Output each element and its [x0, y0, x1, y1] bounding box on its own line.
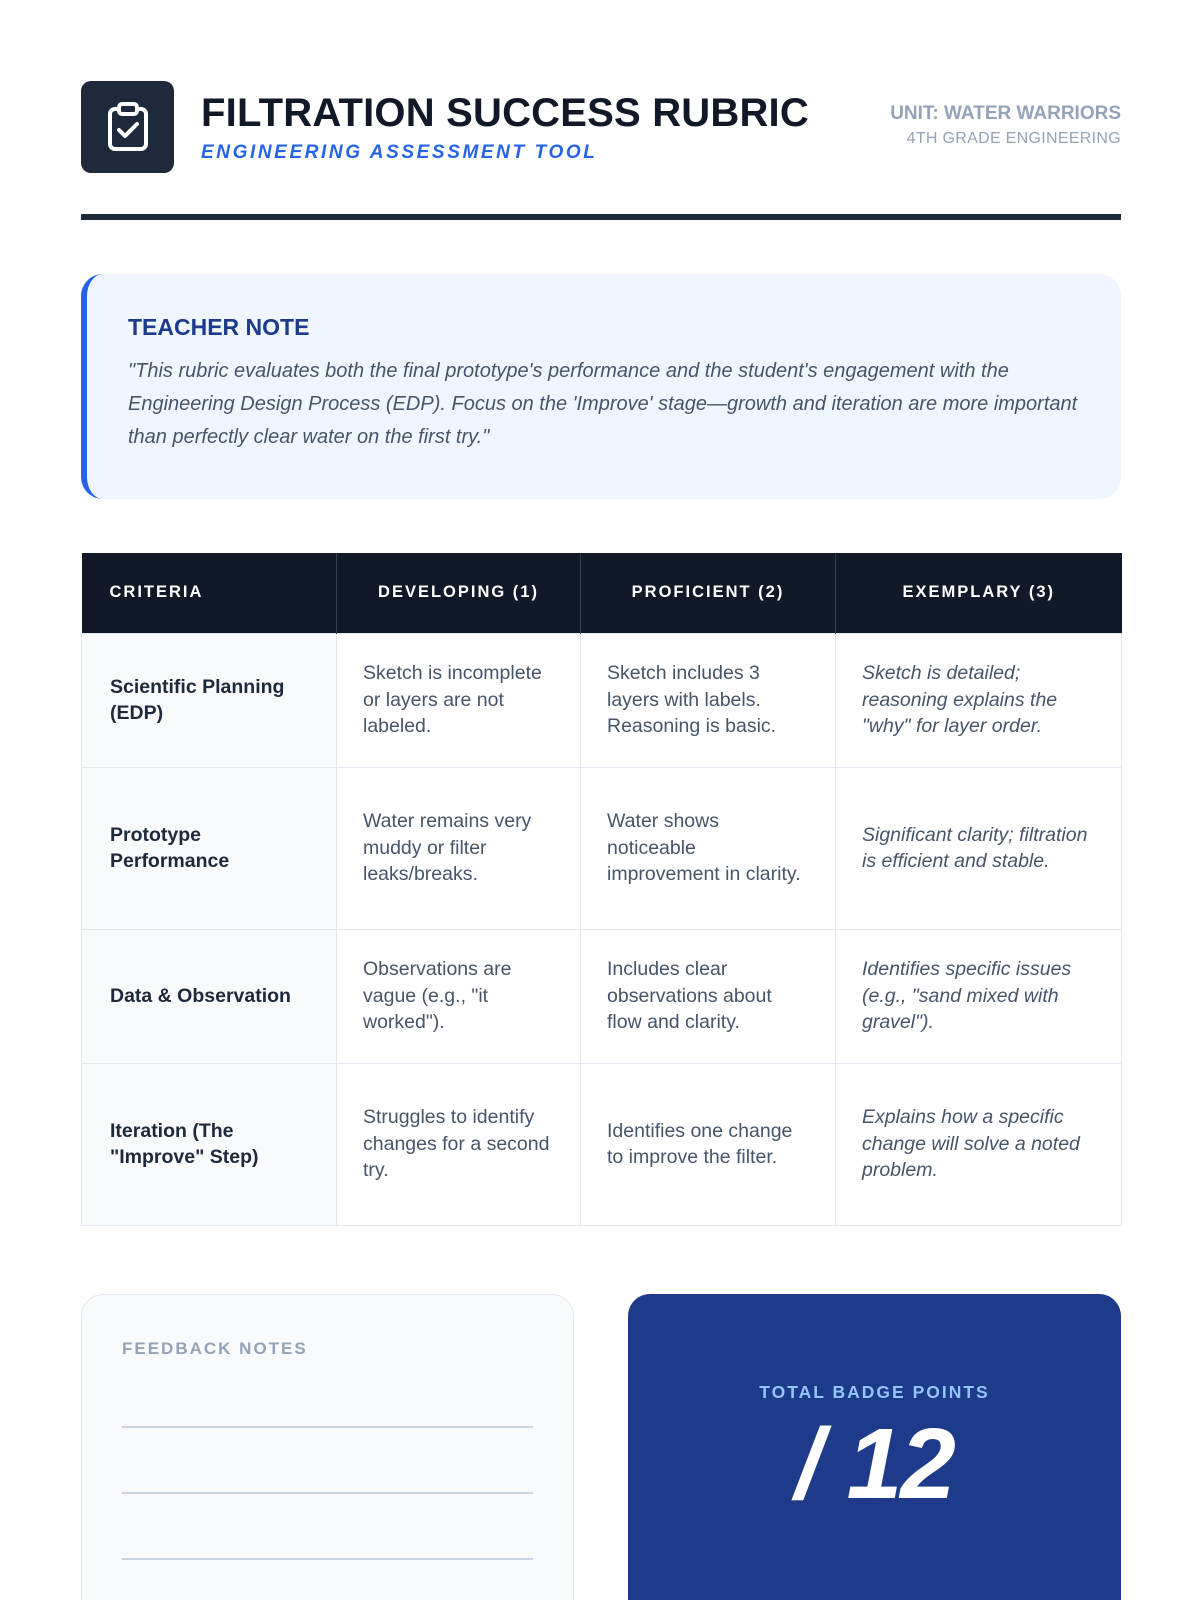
- column-header-criteria: CRITERIA: [82, 553, 337, 633]
- grade-label: 4TH GRADE ENGINEERING: [906, 130, 1121, 147]
- exemplary-cell: Significant clarity; filtration is efficient and stable.: [836, 767, 1122, 929]
- feedback-notes-box[interactable]: [81, 1294, 574, 1600]
- feedback-notes-title: FEEDBACK NOTES: [122, 1339, 308, 1358]
- column-header-exemplary: EXEMPLARY (3): [836, 553, 1122, 633]
- feedback-line: [122, 1426, 533, 1428]
- table-row: [82, 1063, 1122, 1225]
- column-header-developing: DEVELOPING (1): [337, 553, 581, 633]
- proficient-cell: Sketch includes 3 layers with labels. Reasoning is basic.: [581, 633, 836, 767]
- proficient-cell: Identifies one change to improve the filter.: [581, 1063, 836, 1225]
- feedback-line: [122, 1558, 533, 1560]
- feedback-line: [122, 1492, 533, 1494]
- exemplary-cell: Sketch is detailed; reasoning explains the "why" for layer order.: [836, 633, 1122, 767]
- column-header-proficient: PROFICIENT (2): [581, 553, 836, 633]
- rubric-table: [81, 553, 1122, 1226]
- proficient-cell: Water shows noticeable improvement in clarity.: [581, 767, 836, 929]
- page-title: FILTRATION SUCCESS RUBRIC: [201, 91, 809, 135]
- page-subtitle: ENGINEERING ASSESSMENT TOOL: [201, 142, 598, 163]
- total-points-label: TOTAL BADGE POINTS: [759, 1382, 990, 1402]
- criteria-cell: Scientific Planning (EDP): [82, 633, 337, 767]
- unit-label: UNIT: WATER WARRIORS: [890, 103, 1121, 124]
- rubric-header-row: [82, 553, 1122, 633]
- teacher-note-title: TEACHER NOTE: [128, 314, 310, 340]
- developing-cell: Sketch is incomplete or layers are not labeled.: [337, 633, 581, 767]
- total-points-value: / 12: [795, 1408, 954, 1520]
- table-row: [82, 633, 1122, 767]
- title-block: [201, 90, 809, 164]
- exemplary-cell: Explains how a specific change will solve a noted problem.: [836, 1063, 1122, 1225]
- table-row: [82, 929, 1122, 1063]
- logo: [81, 81, 174, 173]
- developing-cell: Observations are vague (e.g., "it worked").: [337, 929, 581, 1063]
- exemplary-cell: Identifies specific issues (e.g., "sand mixed with gravel").: [836, 929, 1122, 1063]
- clipboard-check-icon: [106, 102, 150, 152]
- criteria-cell: Data & Observation: [82, 929, 337, 1063]
- table-row: [82, 767, 1122, 929]
- criteria-cell: Prototype Performance: [82, 767, 337, 929]
- unit-info: [890, 103, 1121, 148]
- total-points-box: [628, 1294, 1121, 1600]
- teacher-note-text: "This rubric evaluates both the final prototype's performance and the student's engagement with the Engineering Design Process (EDP). Focus on the 'Improve' stage—growth and iteration are more important than perfectly clear water on the first try.": [128, 360, 1078, 448]
- proficient-cell: Includes clear observations about flow and clarity.: [581, 929, 836, 1063]
- developing-cell: Struggles to identify changes for a second try.: [337, 1063, 581, 1225]
- teacher-note: [81, 274, 1121, 499]
- criteria-cell: Iteration (The "Improve" Step): [82, 1063, 337, 1225]
- page-header: [81, 81, 1121, 173]
- developing-cell: Water remains very muddy or filter leaks/breaks.: [337, 767, 581, 929]
- header-divider: [81, 214, 1121, 220]
